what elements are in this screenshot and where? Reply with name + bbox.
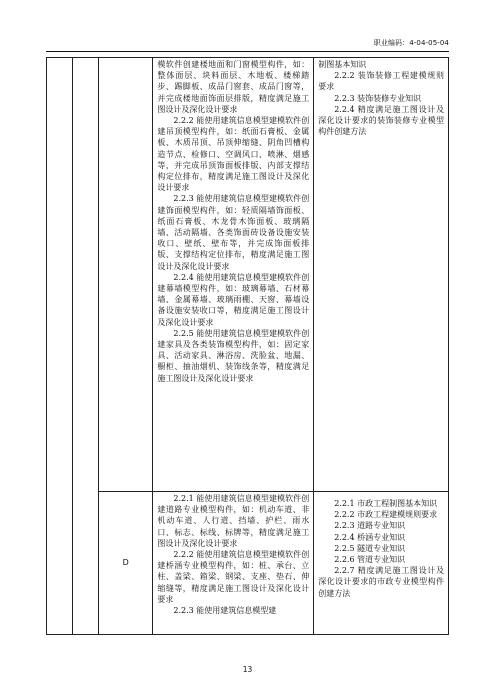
table-cell-skills <box>153 492 314 635</box>
skill-item: 2.2.4 能使用建筑信息模型建模软件创建幕墙模型构件，如：玻璃幕墙、石材幕墙、金属幕墙、玻璃雨棚、天窗、幕墙设备设施安装收口等，精度满足施工图设计及深化设计要求 <box>157 272 310 327</box>
table-cell-knowledge <box>314 492 449 635</box>
knowledge-item: 2.2.6 管道专业知识 <box>334 555 406 565</box>
table-cell-work-content <box>99 58 153 492</box>
knowledge-item: 2.2.3 道路专业知识 <box>334 521 406 531</box>
skill-item: 2.2.3 能使用建筑信息模型建 <box>173 606 277 616</box>
table-cell-skills <box>153 58 314 492</box>
occupation-code: 职业编码：4-04-05-04 <box>373 39 449 47</box>
knowledge-item: 制图基本知识 <box>318 60 367 69</box>
knowledge-item: 2.2.7 精度满足施工图设计及深化设计要求的市政专业模型构件创建方法 <box>318 566 444 598</box>
skill-item: 模软件创建楼地面和门窗模型构件，如：整体面层、块料面层、木地板、楼梯踏步、踢脚板、成品门窗套、成品门窗等，并完成楼地面饰面层排版，精度满足施工图设计及深化设计要求 <box>157 60 310 114</box>
skill-item: 2.2.5 能使用建筑信息模型建模软件创建家具及各类装饰模型构件，如：固定家具、活动家具、淋浴房、洗脸盆、地漏、橱柜、抽油烟机、装饰线条等，精度满足施工图设计及深化设计要求 <box>157 328 310 383</box>
knowledge-item: 2.2.4 精度满足施工图设计及深化设计要求的装饰装修专业模型构件创建方法 <box>318 104 444 137</box>
header-rule <box>46 51 449 52</box>
page-number: 13 <box>242 665 253 674</box>
table-row <box>47 492 449 635</box>
knowledge-item: 2.2.5 隧道专业知识 <box>334 543 406 553</box>
knowledge-item: 2.2.2 市政工程建模规则要求 <box>334 510 438 520</box>
table-cell-grade <box>47 58 73 635</box>
knowledge-item: 2.2.1 市政工程制图基本知识 <box>334 499 438 508</box>
skill-item: 2.2.3 能使用建筑信息模型建模软件创建饰面模型构件，如：轻质隔墙饰面板、纸面石膏板、木龙骨木饰面板、玻璃隔墙、活动隔墙、各类饰面砖设备设施安装收口、壁纸、壁布等，并完成饰面板排版、支撑结构定位排布，精度满足施工图设计及深化设计要求 <box>157 194 310 271</box>
work-content-level: D <box>99 492 153 635</box>
table-cell-knowledge <box>314 58 449 492</box>
knowledge-item: 2.2.4 桥涵专业知识 <box>334 532 406 542</box>
skills-table <box>46 57 449 635</box>
table-cell-function <box>73 58 99 635</box>
knowledge-item: 2.2.2 装饰装修工程建模规则要求 <box>318 71 444 92</box>
knowledge-item: 2.2.3 装饰装修专业知识 <box>334 93 422 103</box>
skill-item: 2.2.2 能使用建筑信息模型建模软件创建桥涵专业模型构件，如：桩、承台、立柱、盖梁、箱梁、钢梁、支座、垫石、伸缩缝等，精度满足施工图设计及深化设计要求 <box>157 550 310 604</box>
skill-item: 2.2.1 能使用建筑信息模型建模软件创建道路专业模型构件，如：机动车道、非机动车道、人行道、挡墙、护栏、雨水口、标志、标线、标牌等，精度满足施工图设计及深化设计要求 <box>157 494 310 548</box>
skill-item: 2.2.2 能使用建筑信息模型建模软件创建吊顶模型构件，如：纸面石膏板、金属板、木质吊顶、吊顶伸缩缝、阴角凹槽构造节点、检修口、空调风口、喷淋、烟感等，并完成吊顶饰面板排版、内部支撑结构定位排布，精度满足施工图设计及深化设计要求 <box>157 116 310 193</box>
table-row <box>47 58 449 492</box>
